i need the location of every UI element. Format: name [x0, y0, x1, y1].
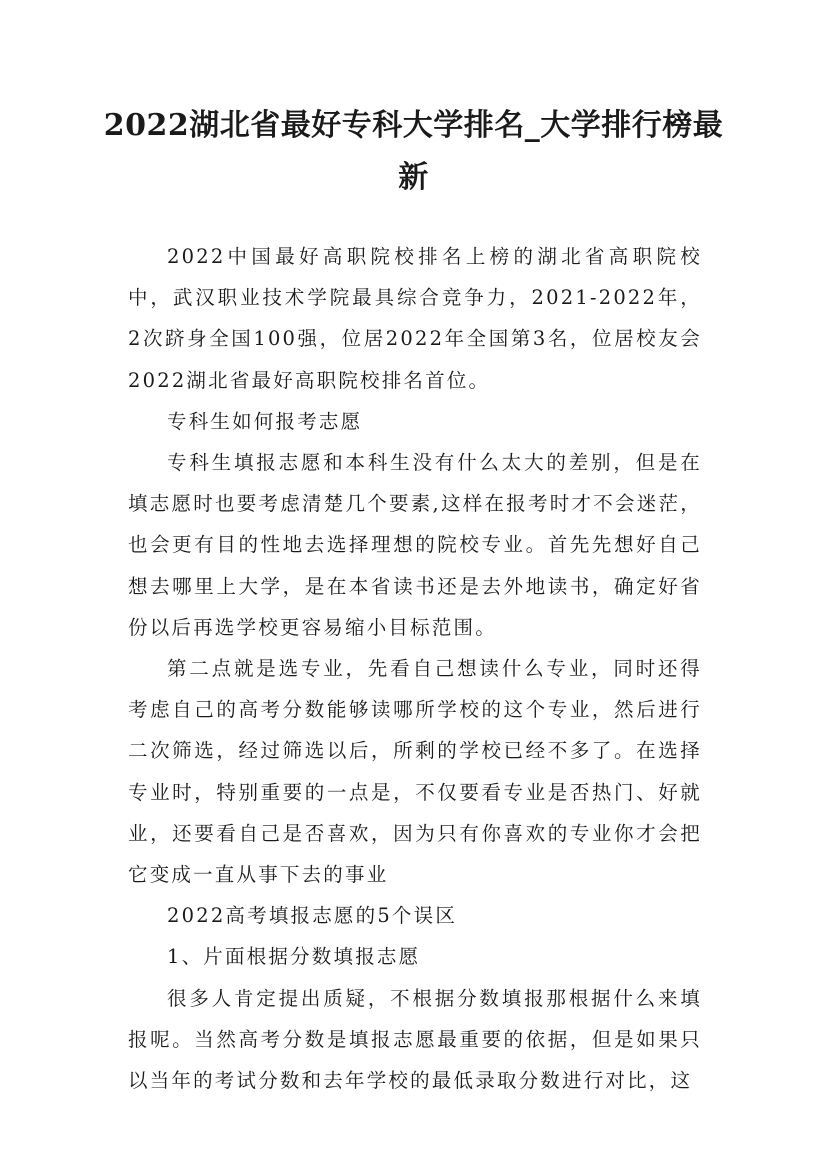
heading-how-to-apply: 专科生如何报考志愿 [167, 409, 363, 433]
heading-five-mistakes: 2022高考填报志愿的5个误区 [167, 904, 458, 928]
document-body [128, 236, 702, 1101]
document-title: 2022湖北省最好专科大学排名_大学排行榜最新 [103, 108, 724, 195]
paragraph-mistake-1: 很多人肯定提出质疑，不根据分数填报那根据什么来填报呢。当然高考分数是填报志愿最重要的依据，但是如果只以当年的考试分数和去年学校的最低录取分数进行对比，这 [128, 986, 702, 1093]
paragraph-apply-factors: 专科生填报志愿和本科生没有什么太大的差别，但是在填志愿时也要考虑清楚几个要素,这样在报考时才不会迷茫，也会更有目的性地去选择理想的院校专业。首先先想好自己想去哪里上大学，是在本省读书还是去外地读书，确定好省份以后再选学校更容易缩小目标范围。 [128, 451, 702, 639]
paragraph-choose-major: 第二点就是选专业，先看自己想读什么专业，同时还得考虑自己的高考分数能够读哪所学校的这个专业，然后进行二次筛选，经过筛选以后，所剩的学校已经不多了。在选择专业时，特别重要的一点是，不仅要看专业是否热门、好就业，还要看自己是否喜欢，因为只有你喜欢的专业你才会把它变成一直从事下去的事业 [128, 657, 702, 887]
paragraph-intro: 2022中国最好高职院校排名上榜的湖北省高职院校中，武汉职业技术学院最具综合竞争力，2021-2022年，2次跻身全国100强，位居2022年全国第3名，位居校友会2022湖北省最好高职院校排名首位。 [128, 245, 702, 392]
heading-mistake-1: 1、片面根据分数填报志愿 [167, 945, 421, 969]
